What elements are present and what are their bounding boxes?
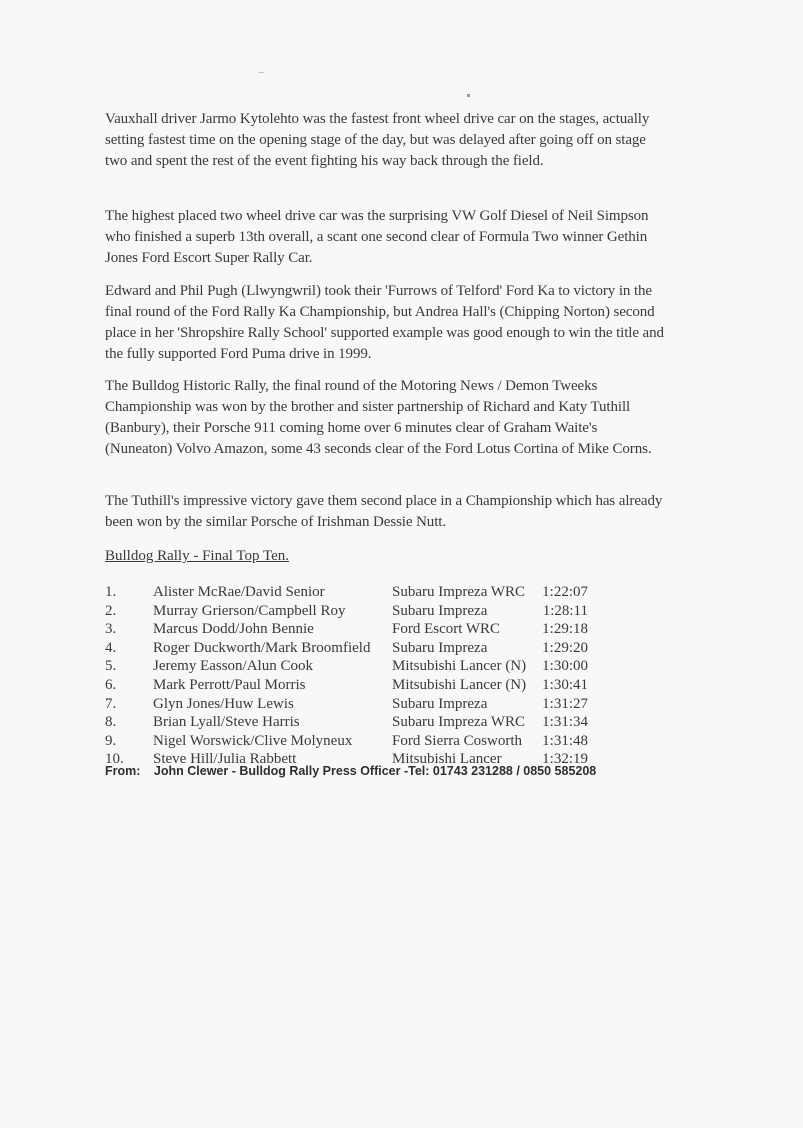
- paragraph: The Tuthill's impressive victory gave them second place in a Championship which has already been won by the similar Porsche of Irishman Dessie Nutt.: [105, 493, 663, 530]
- position: 8.: [105, 714, 117, 731]
- crew-name: Marcus Dodd/John Bennie: [153, 621, 314, 638]
- finish-time: 1:31:48: [542, 732, 588, 749]
- car-model: Subaru Impreza: [392, 639, 488, 656]
- finish-time: 1:31:27: [542, 695, 588, 712]
- finish-time: 1:31:34: [542, 714, 588, 731]
- car-model: Ford Sierra Cosworth: [392, 732, 522, 749]
- paragraph: Edward and Phil Pugh (Llwyngwril) took their 'Furrows of Telford' Ford Ka to victory in the final round of the Ford Rally Ka Championship, but Andrea Hall's (Chipping Norton) second place in her 'Shropshire Rally School' supported example was good enough to win the title and the fully supported Ford Puma drive in 1999.: [105, 283, 664, 362]
- crew-name: Murray Grierson/Campbell Roy: [153, 602, 346, 619]
- car-model: Subaru Impreza: [392, 602, 488, 619]
- car-model: Mitsubishi Lancer (N): [392, 676, 527, 693]
- position: 3.: [105, 621, 117, 638]
- paragraph: The Bulldog Historic Rally, the final round of the Motoring News / Demon Tweeks Championship was won by the brother and sister partnership of Richard and Katy Tuthill (Banbury), their Porsche 911 coming home over 6 minutes clear of Graham Waite's (Nuneaton) Volvo Amazon, some 43 seconds clear of the Ford Lotus Cortina of Mike Corns.: [105, 378, 652, 457]
- position: 10.: [105, 751, 124, 768]
- contact-footer: [105, 764, 596, 778]
- position: 4.: [105, 639, 117, 656]
- crew-name: Steve Hill/Julia Rabbett: [153, 751, 297, 768]
- position: 6.: [105, 676, 117, 693]
- results-heading: Bulldog Rally - Final Top Ten.: [105, 548, 290, 564]
- paragraph: Vauxhall driver Jarmo Kytolehto was the fastest front wheel drive car on the stages, actually setting fastest time on the opening stage of the day, but was delayed after going off on stage two and spent the rest of the event fighting his way back through the field.: [105, 111, 650, 169]
- crew-name: Mark Perrott/Paul Morris: [153, 676, 306, 693]
- scan-mark: [258, 72, 264, 73]
- finish-time: 1:22:07: [542, 584, 588, 600]
- finish-time: 1:29:20: [542, 639, 588, 656]
- paragraph: The highest placed two wheel drive car was the surprising VW Golf Diesel of Neil Simpson who finished a superb 13th overall, a scant one second clear of Formula Two winner Gethin Jones Ford Escort Super Rally Car.: [105, 208, 649, 266]
- finish-time: 1:29:18: [542, 621, 588, 638]
- position: 9.: [105, 732, 117, 749]
- crew-name: Jeremy Easson/Alun Cook: [153, 658, 313, 675]
- finish-time: 1:30:00: [542, 658, 588, 675]
- crew-name: Brian Lyall/Steve Harris: [153, 714, 300, 731]
- car-model: Mitsubishi Lancer: [392, 751, 502, 768]
- position: 5.: [105, 658, 117, 675]
- from-label: From:: [105, 764, 141, 778]
- car-model: Subaru Impreza WRC: [392, 714, 526, 731]
- contact-details: John Clewer - Bulldog Rally Press Officer -Tel: 01743 231288 / 0850 585208: [153, 764, 597, 778]
- position: 7.: [105, 695, 117, 712]
- crew-name: Glyn Jones/Huw Lewis: [153, 695, 294, 712]
- crew-name: Nigel Worswick/Clive Molyneux: [153, 732, 353, 749]
- car-model: Subaru Impreza WRC: [392, 584, 526, 600]
- car-model: Mitsubishi Lancer (N): [392, 658, 527, 675]
- scan-mark: [467, 94, 470, 97]
- position: 2.: [105, 602, 117, 619]
- crew-name: Roger Duckworth/Mark Broomfield: [153, 639, 371, 656]
- crew-name: Alister McRae/David Senior: [153, 584, 325, 600]
- finish-time: 1:32:19: [542, 751, 588, 768]
- position: 1.: [105, 584, 117, 600]
- car-model: Ford Escort WRC: [392, 621, 501, 638]
- car-model: Subaru Impreza: [392, 695, 488, 712]
- finish-time: 1:28:11: [542, 602, 588, 619]
- finish-time: 1:30:41: [542, 676, 588, 693]
